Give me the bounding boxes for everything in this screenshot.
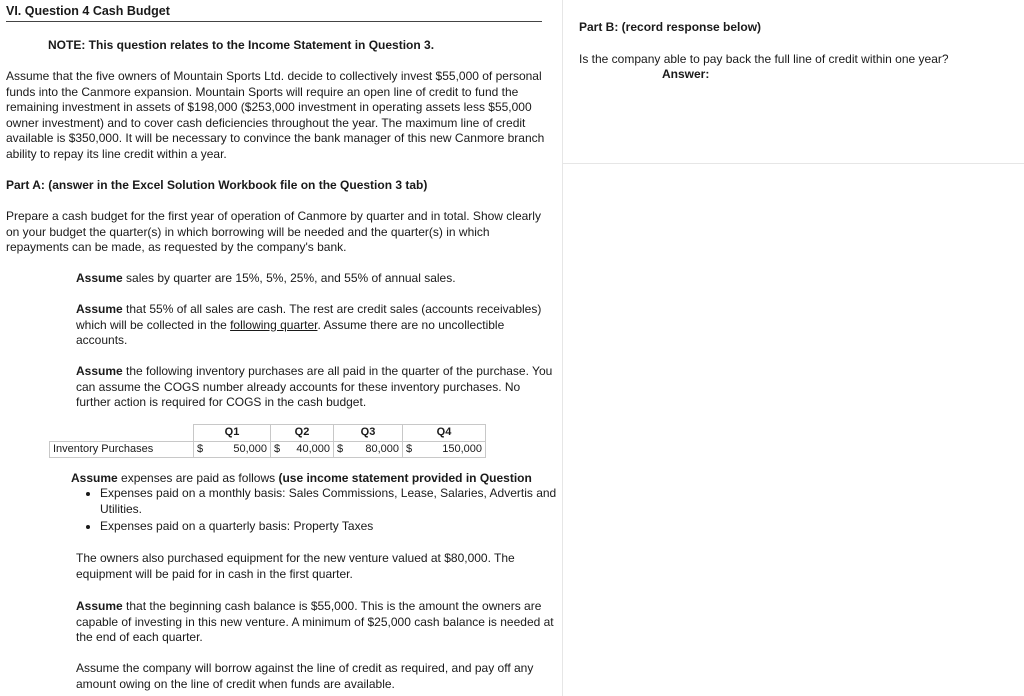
currency-symbol: $	[271, 441, 292, 458]
expenses-heading	[71, 471, 532, 487]
currency-symbol: $	[194, 441, 215, 458]
inventory-assumption	[76, 364, 556, 411]
cash-sales-text-end: . Assume there are no uncollectible accounts.	[76, 317, 505, 347]
intro-paragraph: Assume that the five owners of Mountain Sports Ltd. decide to collectively invest $55,000 of personal funds into the Canmore expansion. Mountain Sports will require an open line of credit to fund the remaining investment in assets of $198,000 ($253,000 investment in operating assets less $55,000 owner investment) and to cover cash deficiencies throughout the year. The maximum line of credit available is $350,000. It will be necessary to convince the bank manager of this new Canmore branch ability to repay its line credit within a year.	[6, 69, 545, 161]
expenses-note: (use income statement provided in Question	[278, 471, 532, 485]
part-b-question: Is the company able to pay back the full line of credit within one year?	[579, 52, 949, 66]
value-q2: 40,000	[291, 441, 334, 458]
response-panel	[563, 0, 1024, 696]
part-b-heading: Part B: (record response below)	[579, 20, 762, 34]
list-item: • Expenses paid on a quarterly basis: Property Taxes	[100, 519, 572, 535]
assume-label: Assume	[76, 364, 123, 378]
table-header-row	[50, 425, 486, 442]
beginning-cash-paragraph	[76, 599, 556, 646]
sales-text: sales by quarter are 15%, 5%, 25%, and 55% of annual sales.	[122, 271, 456, 285]
header-q2: Q2	[271, 425, 334, 442]
assume-label: Assume	[71, 471, 118, 485]
header-q3: Q3	[334, 425, 403, 442]
value-q1: 50,000	[214, 441, 271, 458]
borrow-paragraph: Assume the company will borrow against the line of credit as required, and pay off any amount owing on the line of credit when funds are available.	[76, 661, 534, 691]
table-row	[50, 441, 486, 458]
inventory-purchases-table	[49, 424, 486, 458]
page-title: VI. Question 4 Cash Budget	[6, 4, 542, 22]
divider	[563, 163, 1024, 164]
part-a-heading: Part A: (answer in the Excel Solution Workbook file on the Question 3 tab)	[6, 178, 428, 192]
following-quarter-text: following quarter	[230, 317, 318, 332]
header-q1: Q1	[194, 425, 271, 442]
row-label: Inventory Purchases	[50, 441, 194, 458]
assume-label: Assume	[76, 302, 123, 316]
value-q4: 150,000	[423, 441, 486, 458]
expenses-list	[88, 486, 572, 537]
prepare-paragraph: Prepare a cash budget for the first year of operation of Canmore by quarter and in total. Show clearly on your budget the quarter(s) in which borrowing will be needed and the quarter(s) in which repayments can be made, as requested by the company's bank.	[6, 209, 541, 254]
currency-symbol: $	[403, 441, 424, 458]
equipment-paragraph: The owners also purchased equipment for the new venture valued at $80,000. The equipment will be paid for in cash in the first quarter.	[76, 551, 515, 581]
assume-label: Assume	[76, 599, 123, 613]
note-text: NOTE: This question relates to the Income Statement in Question 3.	[48, 38, 435, 52]
cash-sales-text: that 55% of all sales are cash. The rest are credit sales (accounts receivables) which will be collected in the	[76, 302, 542, 332]
cash-sales-assumption	[76, 302, 556, 349]
beginning-cash-text: that the beginning cash balance is $55,000. This is the amount the owners are capable of investing in this new venture. A minimum of $25,000 cash balance is needed at the end of each quarter.	[76, 599, 554, 644]
sales-assumption	[76, 271, 556, 287]
value-q3: 80,000	[354, 441, 403, 458]
currency-symbol: $	[334, 441, 355, 458]
expenses-text: expenses are paid as follows	[117, 471, 279, 485]
header-q4: Q4	[403, 425, 486, 442]
answer-label: Answer:	[662, 67, 710, 81]
assume-label: Assume	[76, 271, 123, 285]
inventory-text: the following inventory purchases are all paid in the quarter of the purchase. You can assume the COGS number already accounts for these inventory purchases. No further action is required for COGS in the cash budget.	[76, 364, 553, 409]
list-item: • Expenses paid on a monthly basis: Sales Commissions, Lease, Salaries, Advertis and Utilities.	[100, 486, 572, 517]
